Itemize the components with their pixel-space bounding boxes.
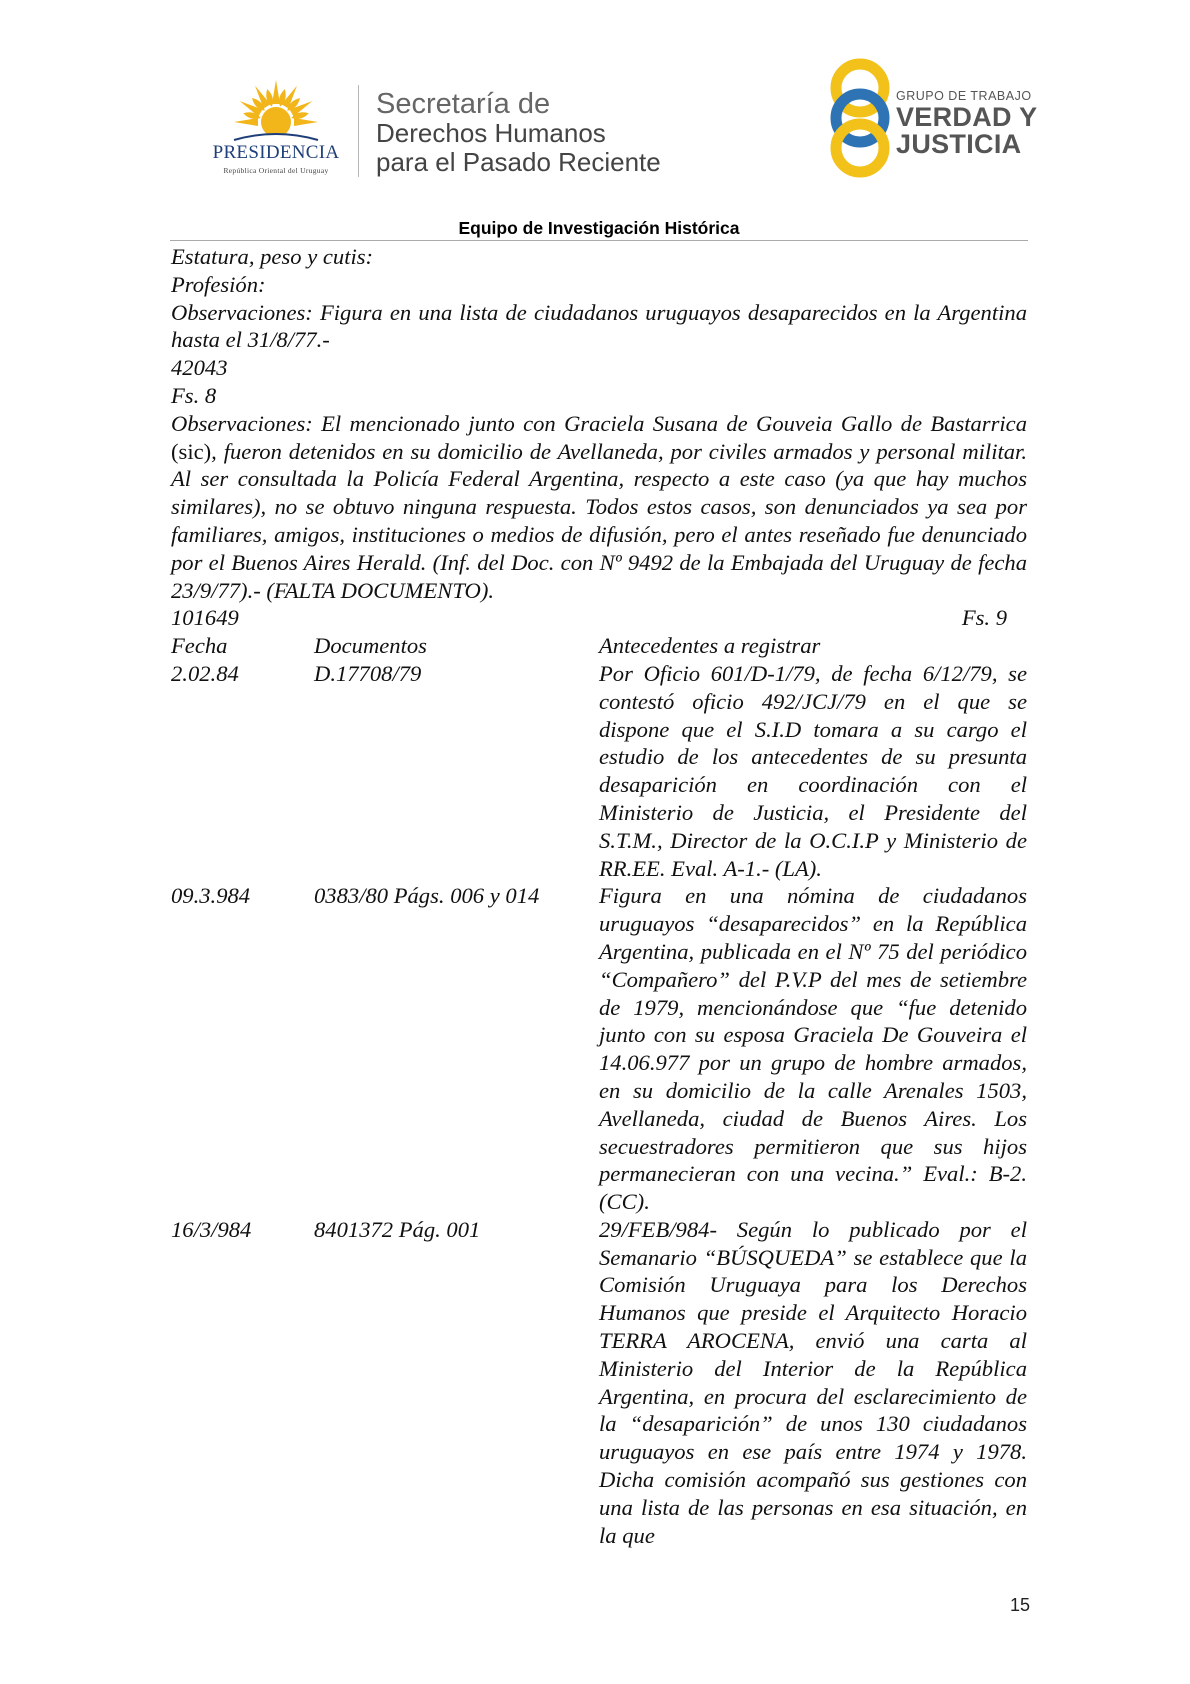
grupo-line-2: VERDAD Y — [896, 102, 1038, 132]
row-antecedentes: 29/FEB/984- Según lo publicado por el Semanario “BÚSQUEDA” se establece que la Comisión Uruguaya para los Derechos Humanos que preside el Arquitecto Horacio TERRA AROCENA, envió una carta al Ministerio del Interior de la República Argentina, en procura del esclarecimiento de la “desaparición” de unos 130 ciudadanos uruguayos en ese país entre 1974 y 1978. Dicha comisión acompañó sus gestiones con una lista de las personas en esa situación, en la que — [599, 1216, 1027, 1548]
table-row — [171, 1216, 1027, 1550]
records-table — [171, 632, 1027, 1549]
page-number: 15 — [1009, 1595, 1031, 1615]
presidencia-subtitle: República Oriental del Uruguay — [223, 166, 329, 175]
secretaria-line-3: para el Pasado Reciente — [376, 147, 661, 177]
row-documento: 8401372 Pág. 001 — [314, 1216, 481, 1242]
row-fecha: 2.02.84 — [171, 660, 239, 686]
observaciones-2-part-b: , fueron detenidos en su domicilio de Avellaneda, por civiles armados y personal militar. Al ser consultada la Policía Federal Argentina, respecto a este caso (ya que hay muchos similares), no se obtuvo ninguna respuesta. Todos estos casos, son denunciados ya sea por familiares, amigos, instituciones o medios de difusión, pero el antes reseñado fue denunciado por el Buenos Aires Herald. (Inf. del Doc. con Nº 9492 de la Embajada del Uruguay de fecha 23/9/77).- (FALTA DOCUMENTO). — [171, 438, 1027, 603]
secretaria-line-2: Derechos Humanos — [376, 118, 606, 148]
folio-1: Fs. 8 — [171, 382, 217, 408]
presidencia-name: PRESIDENCIA — [212, 142, 340, 163]
estatura-line: Estatura, peso y cutis: — [171, 244, 374, 269]
table-row — [171, 660, 1027, 882]
row-fecha: 09.3.984 — [171, 883, 251, 909]
reference-row-2 — [171, 604, 1027, 632]
row-antecedentes: Por Oficio 601/D-1/79, de fecha 6/12/79, se contestó oficio 492/JCJ/79 en el que se dispone que el S.I.D tomara a su cargo el estudio de los antecedentes de su presunta desaparición en coordinación con el Ministerio de Justicia, el Presidente del S.T.M., Director de la O.C.I.P y Ministerio de RR.EE. Eval. A-1.- (LA). — [599, 660, 1027, 881]
secretaria-line-1: Secretaría de — [376, 88, 551, 120]
row-documento: D.17708/79 — [314, 660, 422, 686]
table-header-row — [171, 632, 1027, 660]
row-documento: 0383/80 Págs. 006 y 014 — [314, 883, 540, 909]
profesion-line: Profesión: — [171, 271, 266, 297]
sun-icon — [226, 78, 326, 146]
grupo-line-1: GRUPO DE TRABAJO — [896, 89, 1032, 103]
header-rule — [170, 240, 1028, 241]
secretaria-title — [376, 90, 661, 177]
grupo-trabajo-text — [896, 88, 1037, 158]
observaciones-1: Observaciones: Figura en una lista de ciudadanos uruguayos desaparecidos en la Argentina hasta el 31/8/77.- — [171, 299, 1027, 353]
observaciones-2-part-a: Observaciones: El mencionado junto con Graciela Susana de Gouveia Gallo de Bastarrica — [171, 410, 1027, 436]
row-fecha: 16/3/984 — [171, 1216, 252, 1242]
folio-2: Fs. 9 — [961, 605, 1007, 631]
header-divider — [358, 85, 359, 177]
observaciones-2 — [171, 410, 1027, 605]
header-fecha: Fecha — [171, 633, 228, 659]
header-antecedentes: Antecedentes a registrar — [599, 633, 821, 659]
reference-number-1: 42043 — [171, 355, 228, 381]
team-heading: Equipo de Investigación Histórica — [458, 218, 740, 238]
reference-number-2: 101649 — [171, 605, 239, 631]
header-documentos: Documentos — [314, 633, 427, 659]
document-body — [171, 243, 1027, 1549]
table-row — [171, 882, 1027, 1216]
sic-note: (sic) — [171, 438, 212, 464]
page-header — [0, 0, 1190, 215]
row-antecedentes: Figura en una nómina de ciudadanos uruguayos “desaparecidos” en la República Argentina, publicada en el Nº 75 del periódico “Compañero” del P.V.P del mes de setiembre de 1979, mencionándose que “fue detenido junto con su esposa Graciela De Gouveira el 14.06.977 por un grupo de hombre armados, en su domicilio de la calle Arenales 1503, Avellaneda, ciudad de Buenos Aires. Los secuestradores permitieron que sus hijos permanecieran con una vecina.” Eval.: B-2. (CC). — [599, 883, 1027, 1215]
presidencia-logo — [196, 78, 356, 178]
rings-icon — [820, 56, 900, 181]
grupo-line-3: JUSTICIA — [896, 129, 1022, 159]
